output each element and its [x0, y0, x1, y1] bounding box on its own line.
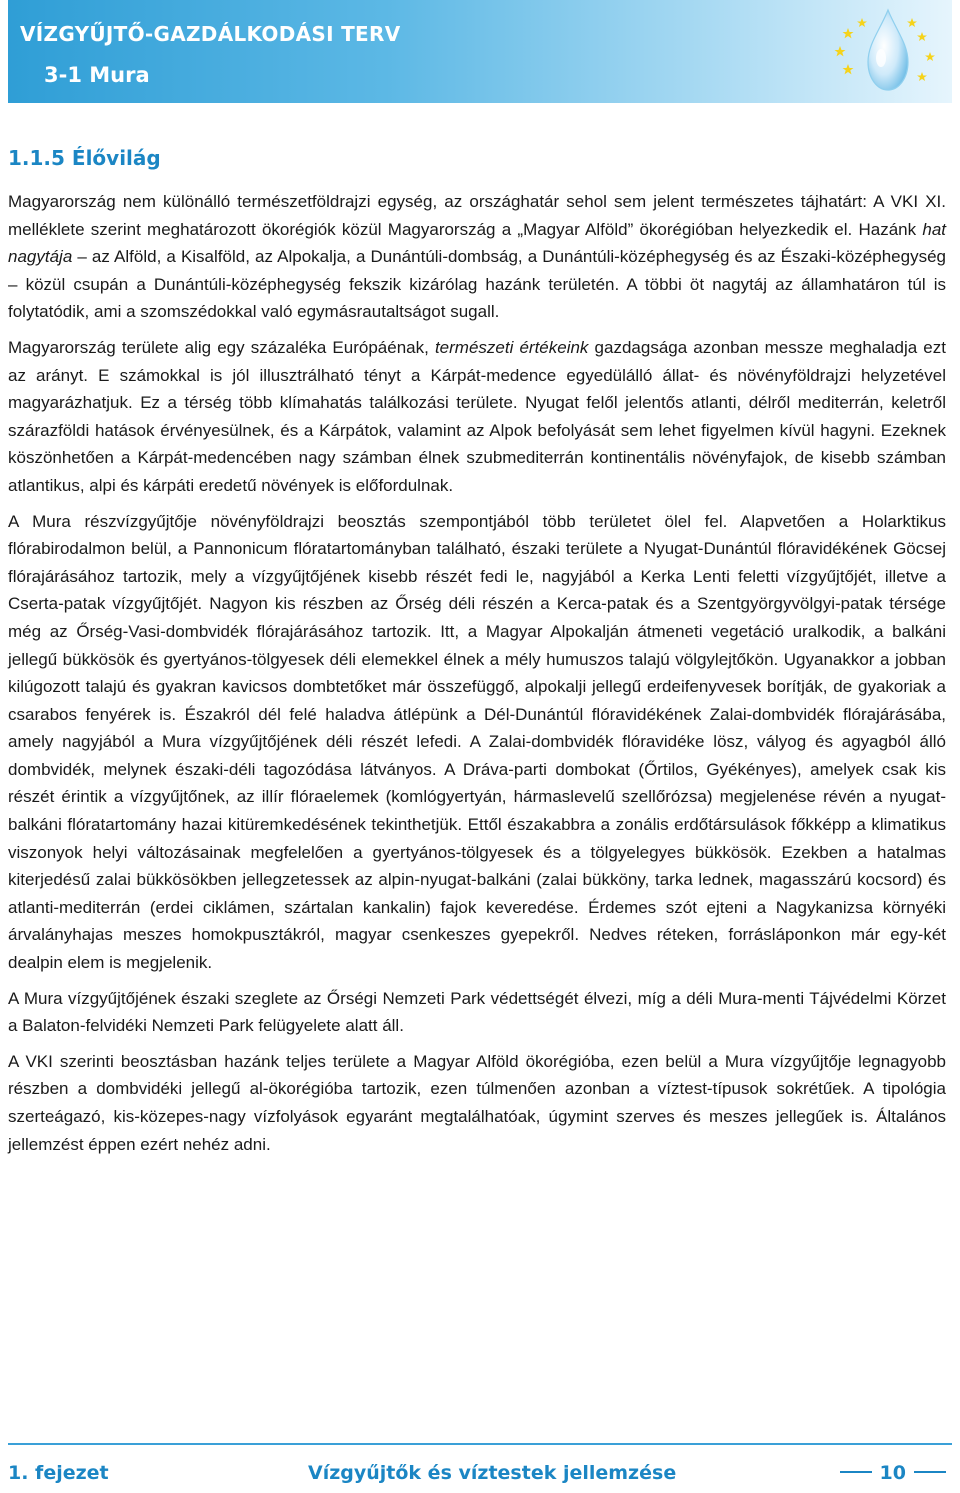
footer-chapter: 1. fejezet	[8, 1462, 109, 1484]
footer-title: Vízgyűjtők és víztestek jellemzése	[308, 1462, 677, 1484]
paragraph	[8, 188, 946, 326]
footer-rule	[8, 1443, 952, 1445]
footer-dash	[914, 1471, 946, 1473]
paragraph-text: – az Alföld, a Kisalföld, az Alpokalja, a Dunántúli-dombság, a Dunántúli-középhegység és az Északi-középhegység – közül csupán a Dunántúli-középhegység fekszik kizárólag hazánk területén. A többi öt nagytáj az államhatáron túl is folytatódik, ami a szomszédokkal való egymásrautaltságot sugall.	[8, 247, 946, 322]
paragraph-text: A Mura vízgyűjtőjének északi szeglete az Őrségi Nemzeti Park védettségét élvezi, míg a déli Mura-menti Tájvédelmi Körzet a Balaton-felvidéki Nemzeti Park felügyelete alatt áll.	[8, 988, 946, 1036]
footer-page	[840, 1462, 946, 1484]
eu-water-drop-logo-icon	[826, 4, 942, 100]
document-subtitle: 3-1 Mura	[44, 63, 150, 87]
paragraph-text: Magyarország területe alig egy százaléka Európáénak,	[8, 337, 435, 357]
section-heading: 1.1.5 Élővilág	[8, 146, 161, 170]
paragraph	[8, 1048, 946, 1158]
body-text	[8, 188, 946, 1166]
paragraph-text: gazdagsága azonban messze meghaladja ezt az arányt. E számokkal is jól illusztrálható tényt a Kárpát-medence egyedülálló állat- és növényföldrajzi helyzetével magyarázhatjuk. Ez a térség több klímahatás találkozási területe. Nyugat felől jelentős atlanti, délről mediterrán, keletről szárazföldi hatások érvényesülnek, és a Kárpátok, valamint az Alpok befolyását sem lehet figyelmen kívül hagyni. Ezeknek köszönhetően a Kárpát-medencében nagy számban élnek szubmediterrán kontinentális növényfajok, de kisebb számban atlantikus, alpi és kárpáti eredetű növények is előfordulnak.	[8, 337, 946, 495]
emphasis-text: hat nagytája	[8, 219, 946, 267]
paragraph-text: Magyarország nem különálló természetföldrajzi egység, az országhatár sehol sem jelent természetes tájhatárt: A VKI XI. melléklete szerint meghatározott ökorégiók közül Magyarország a „Magyar Alföld” ökorégióban helyezkedik el. Hazánk	[8, 192, 946, 239]
footer-dash	[840, 1471, 872, 1473]
paragraph	[8, 508, 946, 977]
header-band	[8, 0, 952, 103]
paragraph	[8, 985, 946, 1040]
document-title: VÍZGYŰJTŐ-GAZDÁLKODÁSI TERV	[20, 22, 401, 46]
paragraph-text: A VKI szerinti beosztásban hazánk teljes területe a Magyar Alföld ökorégióba, ezen belül a Mura vízgyűjtője legnagyobb részben a dombvidéki jellegű al-ökorégióba tartozik, ezen túlmenően azonban a víztest-típusok sokrétűek. A tipológia szerteágazó, kis-közepes-nagy vízfolyások egyaránt megtalálhatóak, úgymint szerves és meszes jellegűek is. Általános jellemzést éppen ezért nehéz adni.	[8, 1051, 946, 1154]
emphasis-text: természeti értékeink	[434, 337, 589, 357]
page-footer	[8, 1462, 946, 1492]
page-number: 10	[879, 1462, 906, 1484]
paragraph	[8, 334, 946, 500]
paragraph-text: A Mura részvízgyűjtője növényföldrajzi beosztás szempontjából több területet ölel fel. Alapvetően a Holarktikus flórabirodalmon belül, a Pannonicum flóratartományban található, északi területe a Nyugat-Dunántúl flóravidékének Göcsej flórajárásához tartozik, mely a vízgyűjtőjének kisebb részét fedi le, nagyjából a Kerka Lenti feletti vízgyűjtőjét, illetve a Cserta-patak vízgyűjtőjét. Nagyon kis részben az Őrség déli részén a Kerca-patak és a Szentgyörgyvölgyi-patak térsége még az Őrség-Vasi-dombvidék flórajárásához tartozik. Itt, a Magyar Alpokalján átmeneti vegetáció uralkodik, a balkáni jellegű bükkösök és gyertyános-tölgyesek déli elemekkel élnek a mély humuszos talajú völgylejtőkön. Ugyanakkor a jobban kilúgozott talajú és gyakran kavicsos dombtetőket már összefüggő, alpokalji jellegű erdeifenyvesek borítják, de gyakoriak a csarabos fenyérek is. Északról dél felé haladva átlépünk a Dél-Dunántúl flóravidékének Zalai-dombvidék flórajárásába, amely nagyjából a Mura vízgyűjtőjének déli részét lefedi. A Zalai-dombvidék flóravidéke lösz, vályog és agyagból álló dombvidék, melynek északi-déli tagozódása látványos. A Dráva-parti dombokat (Őrtilos, Gyékényes), amelyek csak kis részét érintik a vízgyűjtőnek, az illír flóraelemek (komlógyertyán, hármaslevelű szellőrózsa) megjelenése révén a nyugat-balkáni flóratartomány hazai kitüremkedésének tekinthetjük. Ettől északabbra a zonális erdőtársulások főkképp a klimatikus viszonyok helyi változásainak megfelelően a gyertyános-tölgyesek és a tölgyelegyes bükkösök. Ezekben a hatalmas kiterjedésű zalai bükkösökben jellegzetessek az alpin-nyugat-balkáni (zalai bükköny, tarka lednek, magasszárú kocsord) és atlanti-mediterrán (erdei ciklámen, szártalan kankalin) fajok keveredése. Érdemes szót ejteni a Nagykanizsa környéki árvalányhajas meszes homokpusztákról, magyar csenkeszes gyepekről. Nedves réteken, forrásláponkon már egy-két dealpin elem is megjelenik.	[8, 511, 946, 973]
